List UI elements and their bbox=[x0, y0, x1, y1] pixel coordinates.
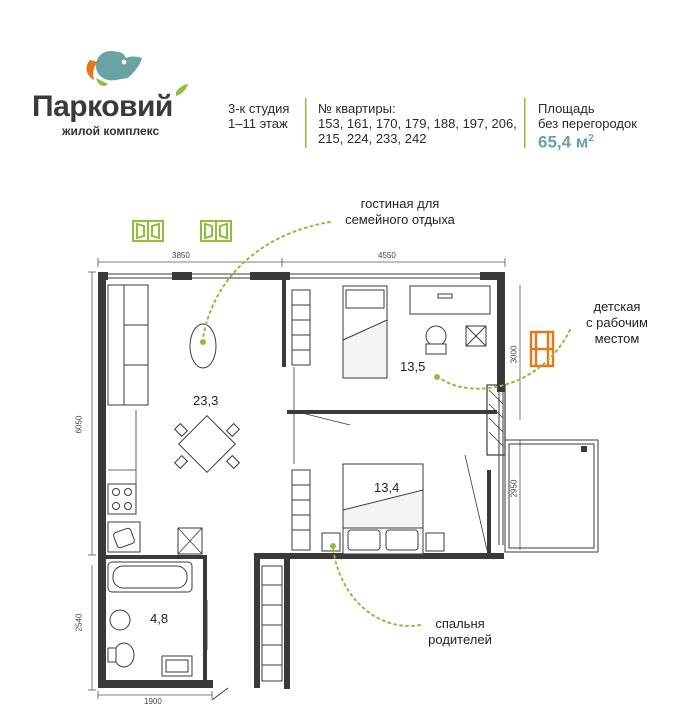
apartment-numbers-label: № квартиры: bbox=[318, 101, 396, 116]
area-block bbox=[538, 101, 637, 150]
callout-kids-line-2: с рабочим bbox=[586, 315, 648, 330]
callout-bedroom-line-2: родителей bbox=[428, 632, 492, 647]
dim-bottom: 1900 bbox=[144, 697, 162, 706]
room-area-bath: 4,8 bbox=[150, 611, 169, 626]
dim-top-left: 3850 bbox=[172, 251, 190, 260]
callout-living bbox=[335, 196, 465, 228]
dim-right-balcony: 2950 bbox=[509, 479, 519, 498]
brand-subtitle: жилой комплекс bbox=[62, 124, 160, 138]
header-divider bbox=[524, 98, 526, 148]
chair-icon bbox=[531, 332, 553, 366]
apartment-type bbox=[228, 101, 289, 131]
area-number: 65,4 м bbox=[538, 132, 589, 152]
dim-left-main: 6050 bbox=[74, 415, 84, 434]
bird-logo-icon bbox=[87, 51, 142, 86]
floors-line: 1–11 этаж bbox=[228, 116, 288, 131]
callout-bedroom bbox=[420, 616, 500, 648]
dim-left-bath: 2540 bbox=[74, 613, 84, 632]
area-value bbox=[538, 131, 637, 150]
window-icon bbox=[133, 221, 163, 241]
area-unit-sup: 2 bbox=[588, 133, 594, 144]
brand-name: Парковий bbox=[32, 90, 173, 123]
room-area-bedroom: 13,4 bbox=[374, 480, 400, 495]
callout-kids bbox=[572, 299, 662, 347]
window-icon bbox=[201, 221, 231, 241]
callout-kids-line-1: детская bbox=[593, 299, 641, 314]
callout-kids-line-3: местом bbox=[594, 331, 640, 346]
header-divider bbox=[305, 98, 307, 148]
callout-living-line-1: гостиная для bbox=[360, 196, 440, 211]
apartment-numbers-line-1: 153, 161, 170, 179, 188, 197, 206, bbox=[318, 116, 517, 131]
area-label-1: Площадь bbox=[538, 101, 595, 116]
dim-right-kids: 3000 bbox=[509, 345, 519, 364]
callout-line-bedroom bbox=[333, 548, 420, 626]
dim-top-right: 4550 bbox=[378, 251, 396, 260]
callout-bedroom-line-1: спальня bbox=[435, 616, 485, 631]
callout-living-line-2: семейного отдыха bbox=[345, 212, 455, 227]
area-label-2: без перегородок bbox=[538, 116, 637, 131]
room-area-kids: 13,5 bbox=[400, 359, 426, 374]
apartment-numbers-line-2: 215, 224, 233, 242 bbox=[318, 131, 427, 146]
room-area-living: 23,3 bbox=[193, 393, 219, 408]
apartment-type-line: 3-к студия bbox=[228, 101, 290, 116]
apartment-numbers bbox=[318, 101, 517, 146]
